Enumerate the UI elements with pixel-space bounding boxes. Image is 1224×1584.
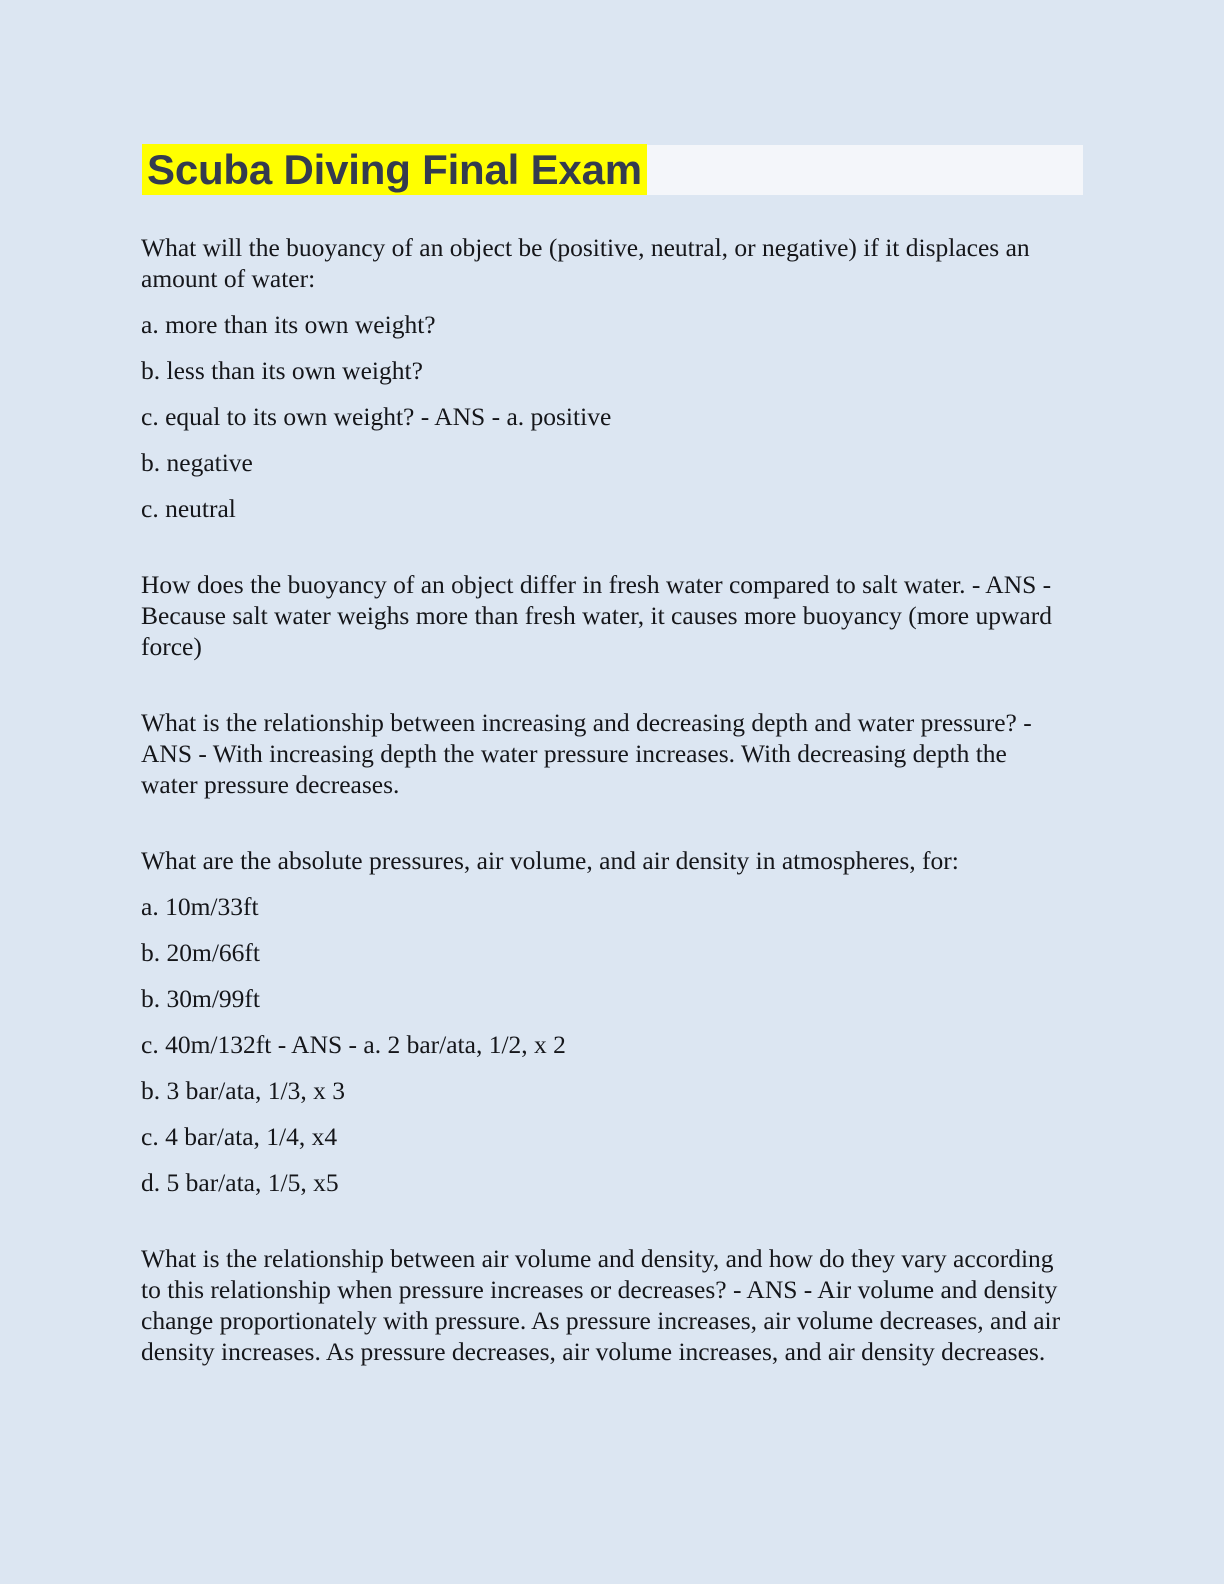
question-block-1 — [141, 232, 1061, 524]
answer-option: d. 5 bar/ata, 1/5, x5 — [141, 1168, 339, 1197]
question-block-2 — [141, 569, 1061, 662]
block-spacer — [141, 524, 1061, 569]
answer-option: a. more than its own weight? — [141, 310, 436, 339]
answer-option: b. 20m/66ft — [141, 938, 260, 967]
answer-option: c. equal to its own weight? - ANS - a. positive — [141, 402, 612, 431]
answer-option: c. 40m/132ft - ANS - a. 2 bar/ata, 1/2, x 2 — [141, 1030, 566, 1059]
question-block-5 — [141, 1243, 1061, 1367]
answer-option: b. less than its own weight? — [141, 356, 423, 385]
block-spacer — [141, 1198, 1061, 1243]
question-text: What is the relationship between air volume and density, and how do they vary according to this relationship when pressure increases or decreases? - ANS - Air volume and density change proportionately with pressure. As pressure increases, air volume decreases, and air density increases. As pressure decreases, air volume increases, and air density decreases. — [141, 1244, 1061, 1366]
answer-option: a. 10m/33ft — [141, 892, 259, 921]
question-block-4 — [141, 845, 1061, 1198]
answer-option: b. 30m/99ft — [141, 984, 260, 1013]
question-text: How does the buoyancy of an object differ in fresh water compared to salt water. - ANS - Because salt water weighs more than fresh water, it causes more buoyancy (more upward force) — [141, 570, 1052, 661]
question-text: What is the relationship between increasing and decreasing depth and water pressure? - ANS - With increasing depth the water pressure increases. With decreasing depth the water pressure decreases. — [141, 708, 1032, 799]
block-spacer — [141, 662, 1061, 707]
question-text: What will the buoyancy of an object be (positive, neutral, or negative) if it displaces an amount of water: — [141, 233, 1030, 293]
block-spacer — [141, 800, 1061, 845]
answer-option: b. 3 bar/ata, 1/3, x 3 — [141, 1076, 345, 1105]
document-body — [141, 232, 1061, 1367]
answer-option: c. neutral — [141, 494, 236, 523]
answer-option: b. negative — [141, 448, 253, 477]
question-block-3 — [141, 707, 1061, 800]
answer-option: c. 4 bar/ata, 1/4, x4 — [141, 1122, 338, 1151]
page-title: Scuba Diving Final Exam — [142, 144, 647, 195]
question-text: What are the absolute pressures, air volume, and air density in atmospheres, for: — [141, 846, 959, 875]
